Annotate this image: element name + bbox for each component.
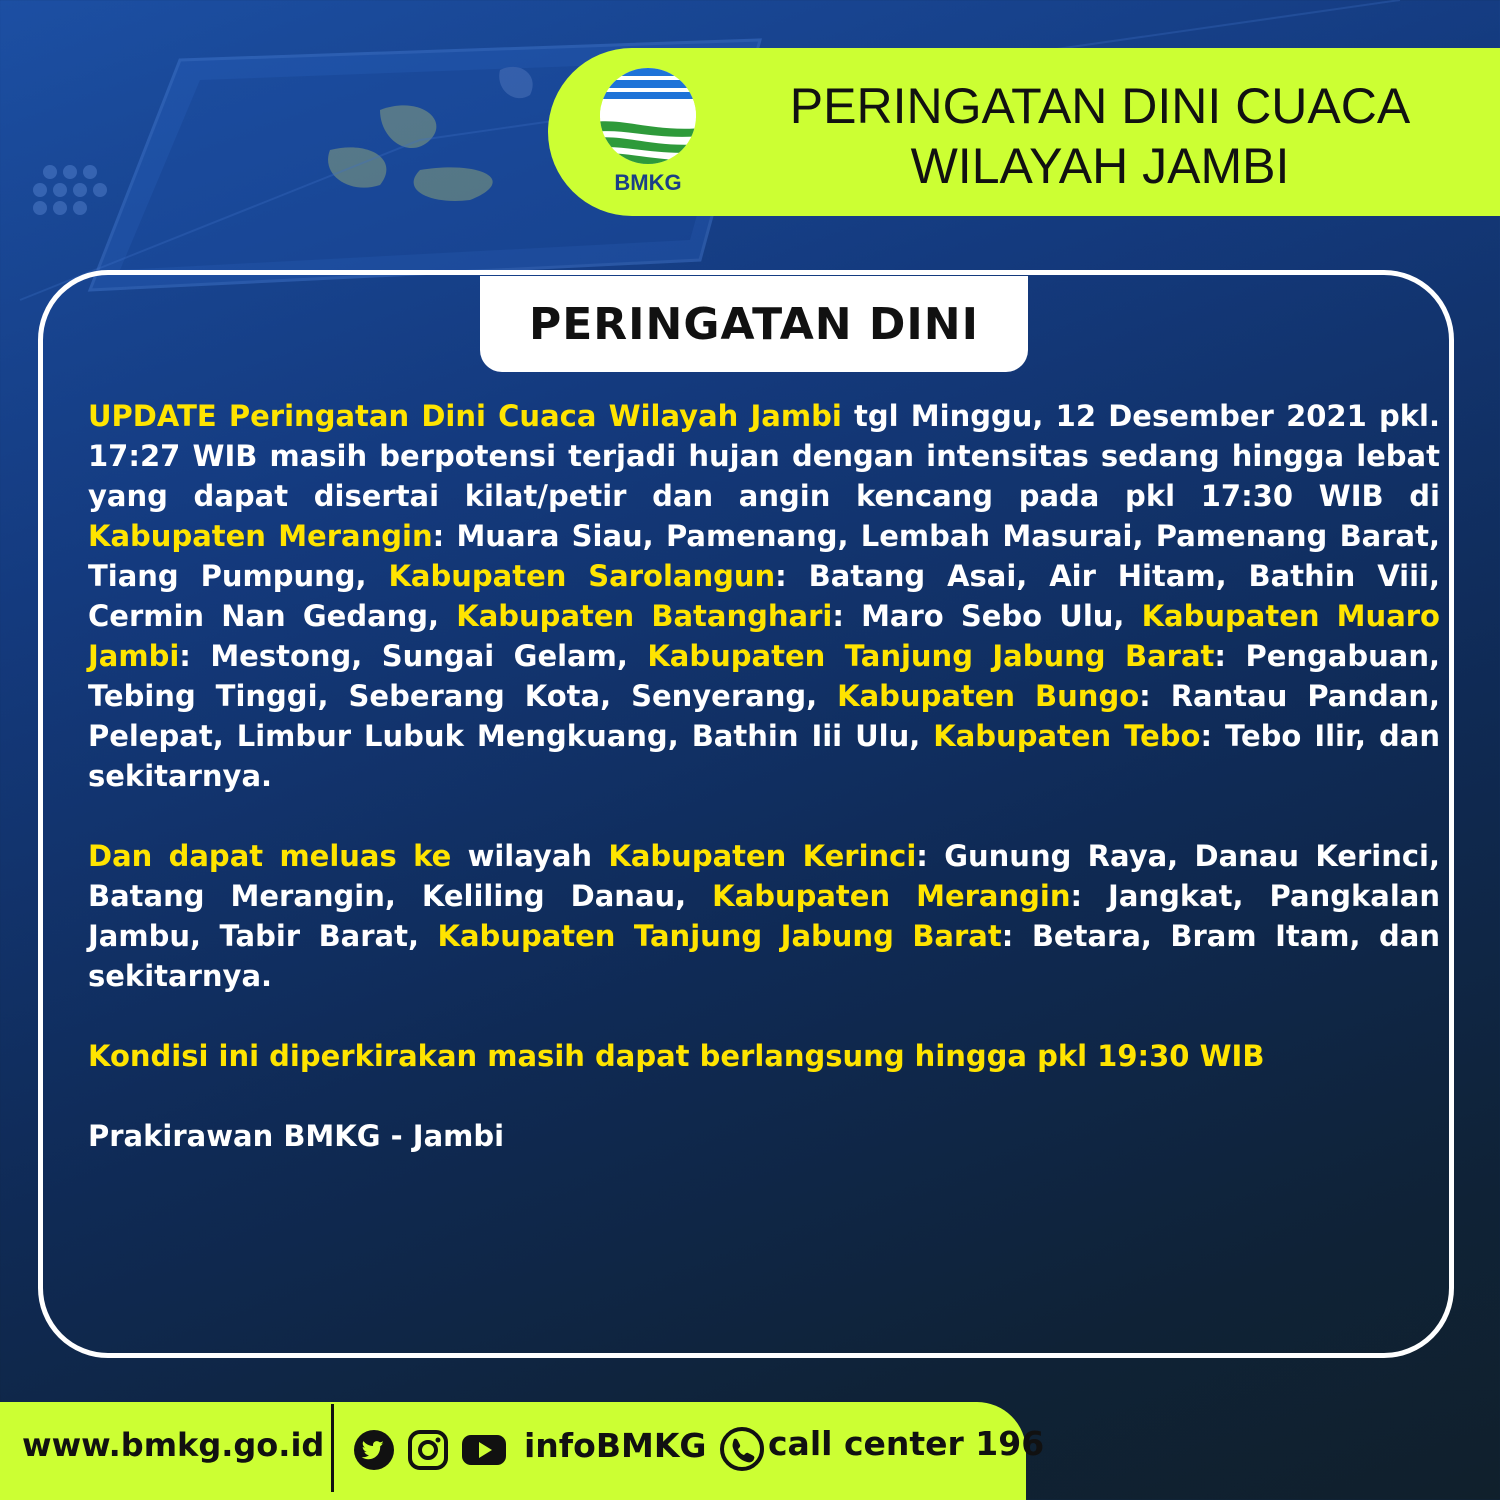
panel-title: PERINGATAN DINI [528, 298, 979, 350]
youtube-icon[interactable] [461, 1430, 507, 1470]
text-segment: Kabupaten Merangin [712, 879, 1071, 913]
website-link[interactable]: www.bmkg.go.id [22, 1426, 325, 1464]
text-segment: wilayah [451, 839, 609, 873]
text-segment: : Batang Asai, Air Hitam, Bathin Viii, Cermin Nan Gedang, [88, 559, 1440, 633]
text-segment: : Maro Sebo Ulu, [832, 599, 1142, 633]
text-segment: : Gunung Raya, Danau Kerinci, Batang Merangin, Keliling Danau, [88, 839, 1440, 913]
text-segment: : Tebo Ilir, dan sekitarnya. [88, 719, 1441, 793]
text-segment: : Pengabuan, Tebing Tinggi, Seberang Kota, Senyerang, [88, 639, 1440, 713]
header-title [780, 76, 1420, 196]
text-segment: Kabupaten Sarolangun [388, 559, 776, 593]
text-segment: : Betara, Bram Itam, dan sekitarnya. [88, 919, 1440, 993]
text-segment: Kabupaten Kerinci [608, 839, 917, 873]
text-segment: Kabupaten Tanjung Jabung Barat [437, 919, 1002, 953]
text-segment: : Jangkat, Pangkalan Jambu, Tabir Barat, [88, 879, 1441, 953]
header-title-line2: WILAYAH JAMBI [910, 138, 1290, 194]
panel-tab [480, 276, 1028, 372]
forecaster-signature: Prakirawan BMKG - Jambi [88, 1119, 505, 1153]
text-segment: tgl Minggu, 12 Desember 2021 pkl. 17:27 WIB masih berpotensi terjadi hujan dengan intensitas sedang hingga lebat yang dapat disertai kilat/petir dan angin kencang pada pkl 17:30 WIB di [88, 399, 1441, 513]
duration-note: Kondisi ini diperkirakan masih dapat berlangsung hingga pkl 19:30 WIB [88, 1039, 1265, 1073]
text-segment: : Muara Siau, Pamenang, Lembah Masurai, Pamenang Barat, Tiang Pumpung, [88, 519, 1440, 593]
twitter-icon[interactable] [354, 1430, 394, 1470]
text-segment: UPDATE Peringatan Dini Cuaca Wilayah Jambi [88, 399, 842, 433]
text-segment: Kabupaten Batanghari [456, 599, 833, 633]
warning-paragraph-2 [88, 836, 1440, 996]
call-center-text[interactable]: call center 196 [768, 1424, 1045, 1463]
warning-paragraph-1 [88, 396, 1440, 796]
logo-text: BMKG [614, 170, 682, 195]
header-title-line1: PERINGATAN DINI CUACA [789, 78, 1411, 134]
social-handle[interactable]: infoBMKG [524, 1426, 707, 1465]
phone-icon [720, 1427, 764, 1471]
text-segment: : Rantau Pandan, Pelepat, Limbur Lubuk Mengkuang, Bathin Iii Ulu, [88, 679, 1441, 753]
text-segment: Kabupaten Tanjung Jabung Barat [647, 639, 1215, 673]
bmkg-logo [594, 66, 702, 196]
text-segment: Kabupaten Merangin [88, 519, 433, 553]
warning-content [88, 396, 1440, 1156]
text-segment: Kabupaten Muaro Jambi [88, 599, 1440, 673]
text-segment: Dan dapat meluas ke [88, 839, 452, 873]
text-segment: Kabupaten Tebo [933, 719, 1201, 753]
text-segment: : Mestong, Sungai Gelam, [179, 639, 648, 673]
footer-divider [331, 1404, 334, 1492]
instagram-icon[interactable] [408, 1430, 448, 1470]
text-segment: Kabupaten Bungo [837, 679, 1140, 713]
